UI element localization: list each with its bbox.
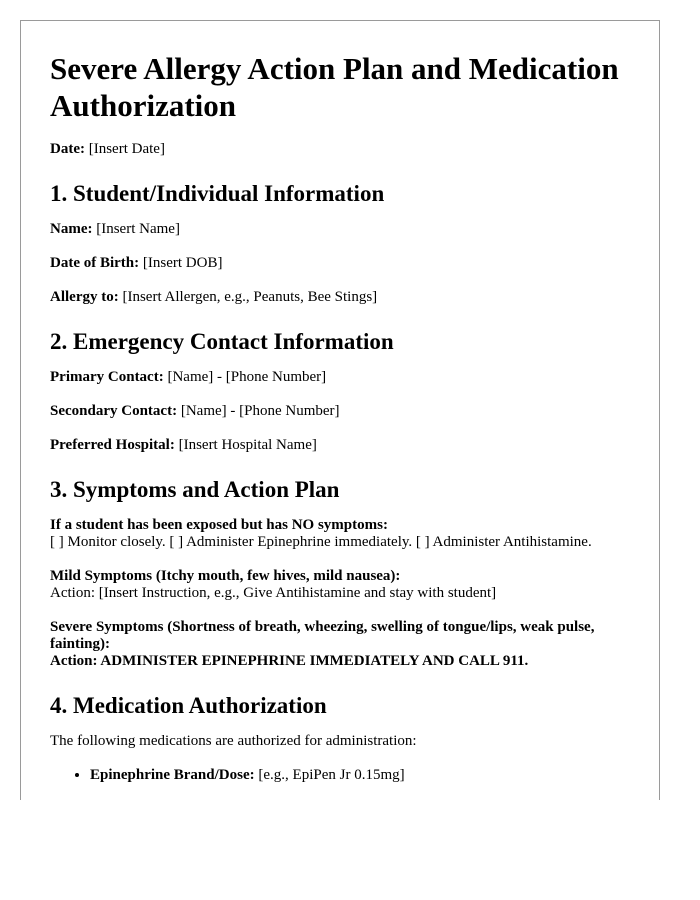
preferred-hospital-value: [Insert Hospital Name] xyxy=(178,437,317,453)
medication-item xyxy=(90,767,631,784)
date-line xyxy=(50,141,631,158)
secondary-contact-line xyxy=(50,403,631,420)
student-dob-value: [Insert DOB] xyxy=(142,255,223,271)
student-name-value: [Insert Name] xyxy=(96,221,180,237)
student-name-label: Name: xyxy=(50,221,93,237)
preferred-hospital-line xyxy=(50,437,631,454)
medication-item-label: Epinephrine Brand/Dose: xyxy=(90,767,255,783)
student-dob-line xyxy=(50,255,631,272)
section-heading-student: 1. Student/Individual Information xyxy=(50,181,385,206)
secondary-contact-value: [Name] - [Phone Number] xyxy=(180,403,340,419)
no-symptoms-text: [ ] Monitor closely. [ ] Administer Epinephrine immediately. [ ] Administer Antihistamine. xyxy=(50,534,592,550)
severe-symptoms-label: Severe Symptoms (Shortness of breath, wheezing, swelling of tongue/lips, weak pulse, fainting): xyxy=(50,619,595,652)
severe-symptoms-block xyxy=(50,619,631,670)
student-allergy-line xyxy=(50,289,631,306)
section-heading-medication: 4. Medication Authorization xyxy=(50,693,327,718)
primary-contact-label: Primary Contact: xyxy=(50,369,164,385)
mild-symptoms-block xyxy=(50,568,631,602)
severe-symptoms-text: Action: ADMINISTER EPINEPHRINE IMMEDIATELY AND CALL 911. xyxy=(50,653,529,669)
medication-list xyxy=(50,767,631,784)
preferred-hospital-label: Preferred Hospital: xyxy=(50,437,175,453)
mild-symptoms-text: Action: [Insert Instruction, e.g., Give Antihistamine and stay with student] xyxy=(50,585,497,601)
date-label: Date: xyxy=(50,141,85,157)
student-dob-label: Date of Birth: xyxy=(50,255,140,271)
no-symptoms-label: If a student has been exposed but has NO symptoms: xyxy=(50,517,388,533)
student-allergy-value: [Insert Allergen, e.g., Peanuts, Bee Stings] xyxy=(122,289,378,305)
date-value: [Insert Date] xyxy=(88,141,165,157)
mild-symptoms-label: Mild Symptoms (Itchy mouth, few hives, mild nausea): xyxy=(50,568,401,584)
primary-contact-value: [Name] - [Phone Number] xyxy=(167,369,327,385)
section-heading-emergency: 2. Emergency Contact Information xyxy=(50,329,394,354)
student-allergy-label: Allergy to: xyxy=(50,289,119,305)
document-title: Severe Allergy Action Plan and Medication Authorization xyxy=(50,51,619,123)
student-name-line xyxy=(50,221,631,238)
section-heading-symptoms: 3. Symptoms and Action Plan xyxy=(50,477,340,502)
document-content xyxy=(21,21,659,784)
secondary-contact-label: Secondary Contact: xyxy=(50,403,178,419)
medication-item-value: [e.g., EpiPen Jr 0.15mg] xyxy=(258,767,405,783)
medication-intro: The following medications are authorized for administration: xyxy=(50,733,417,749)
no-symptoms-block xyxy=(50,517,631,551)
primary-contact-line xyxy=(50,369,631,386)
document-page xyxy=(20,20,660,800)
